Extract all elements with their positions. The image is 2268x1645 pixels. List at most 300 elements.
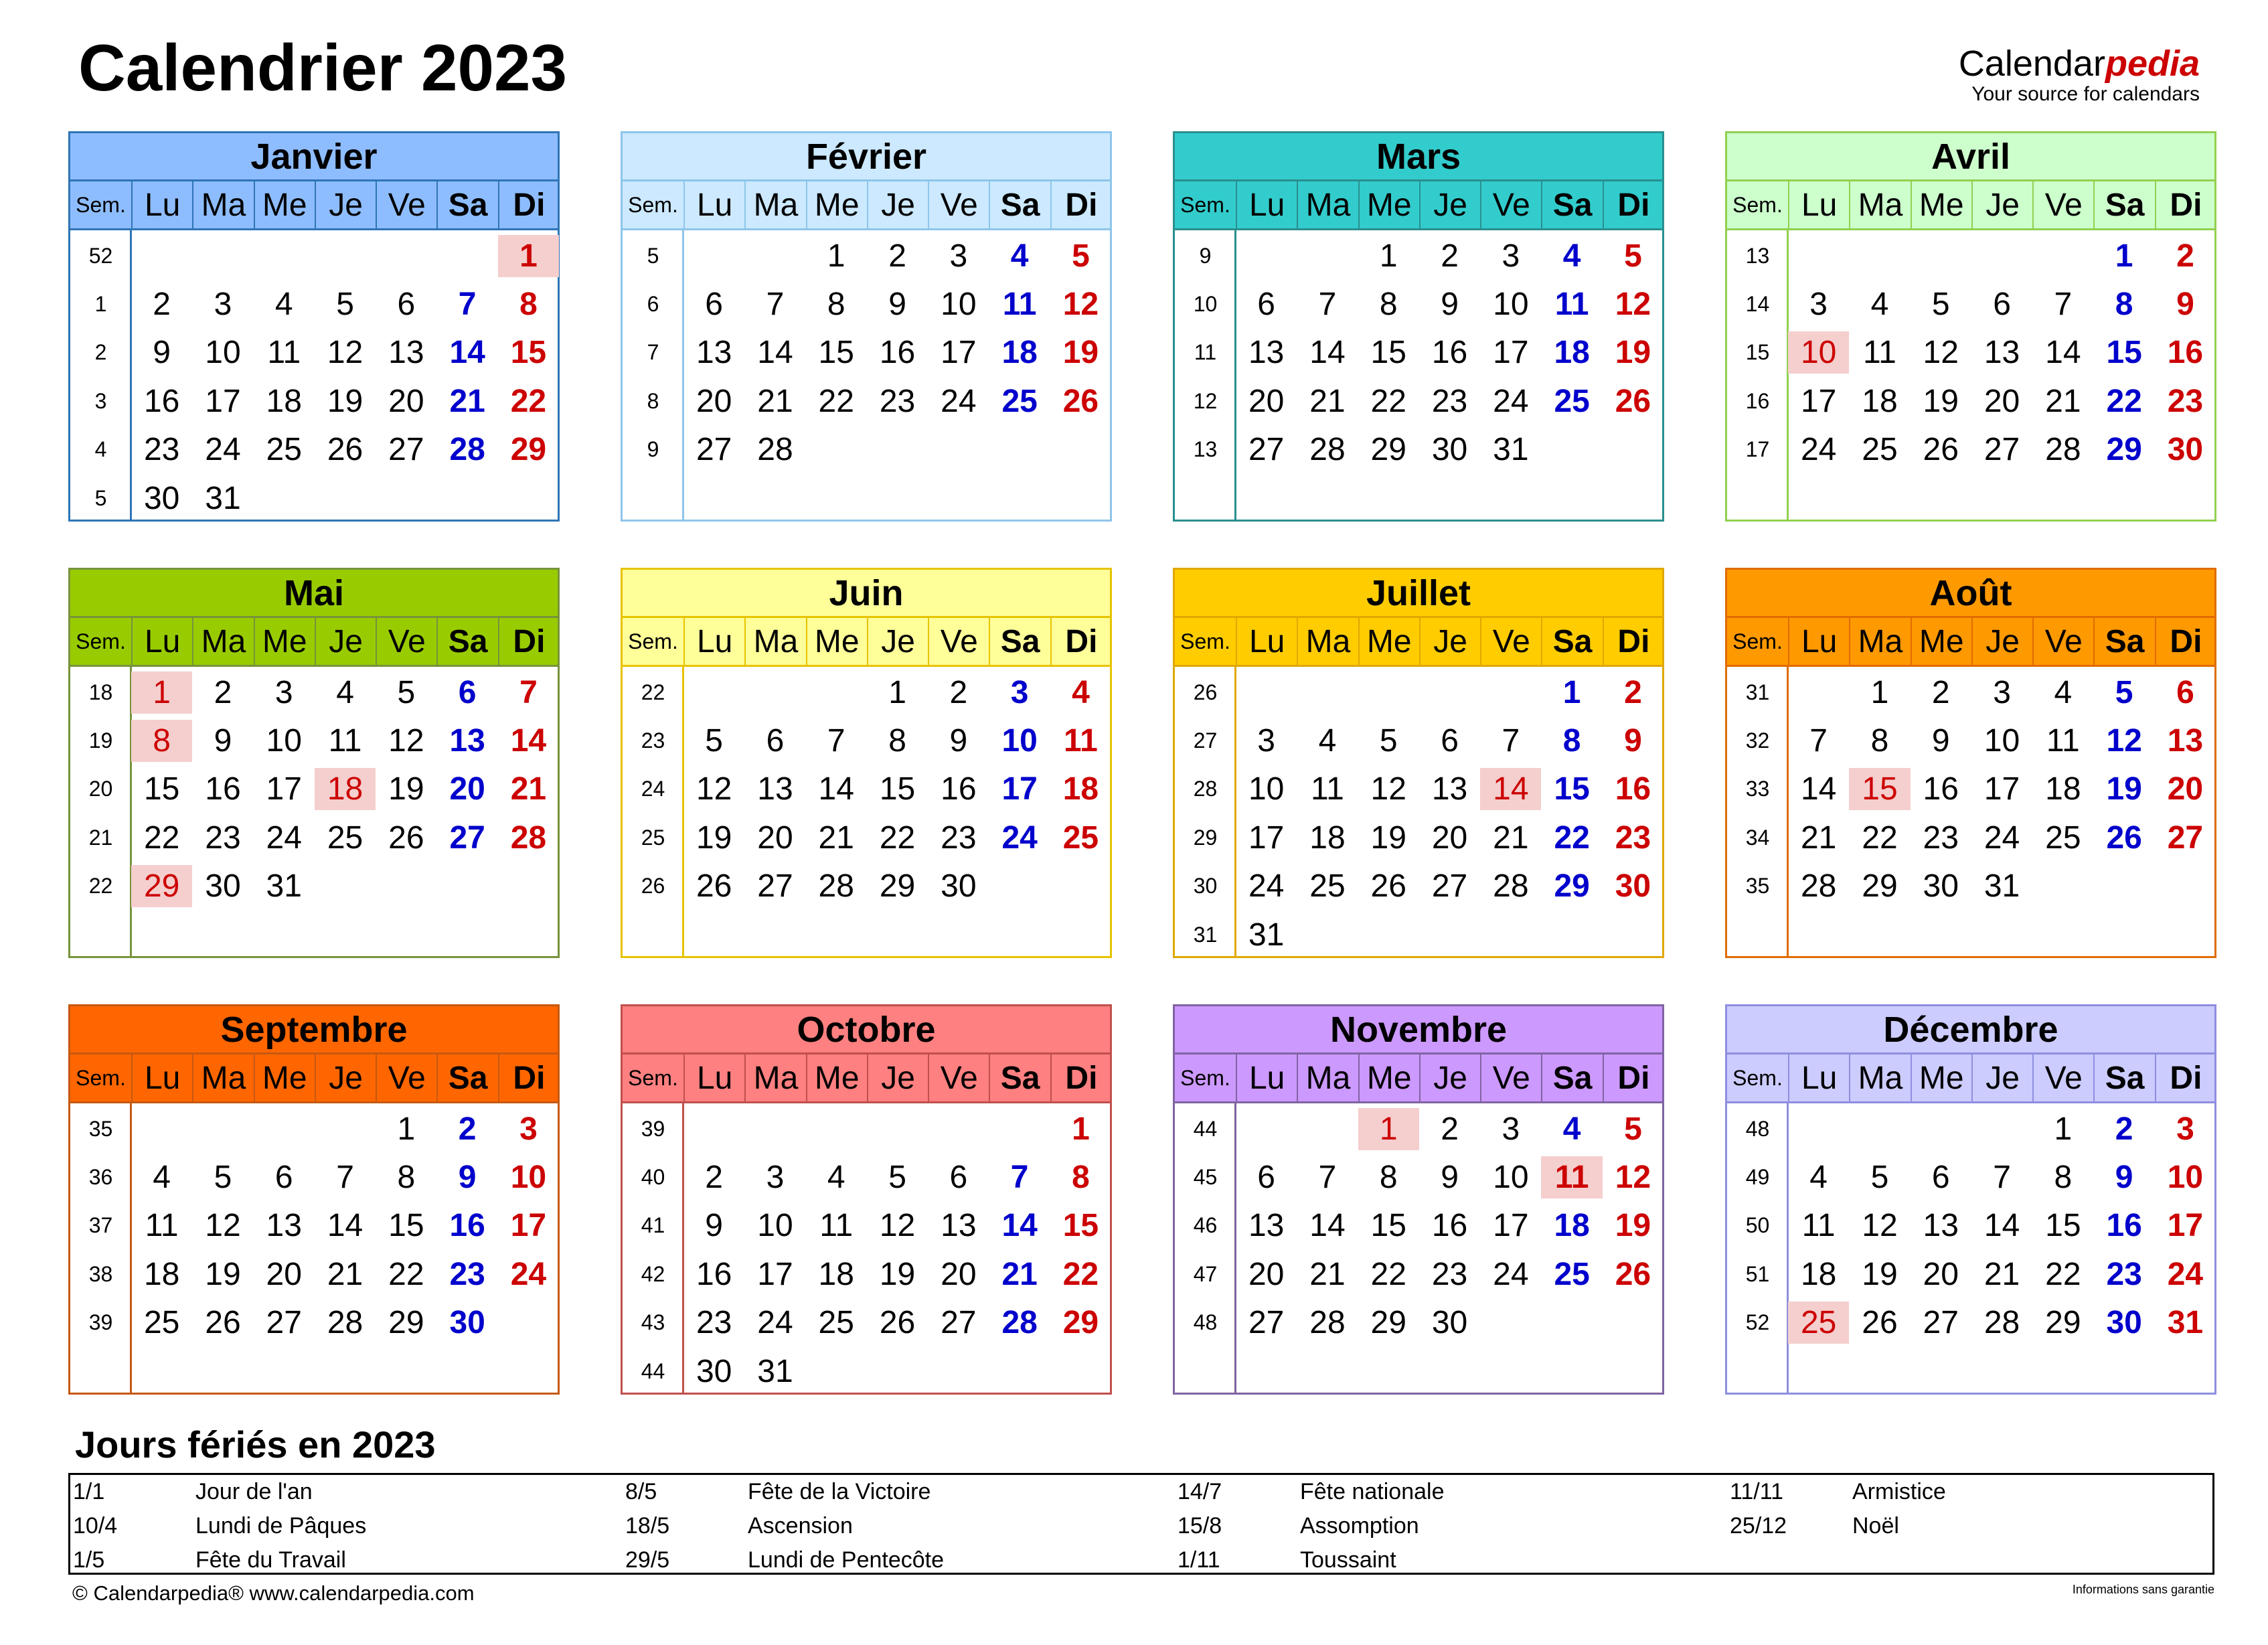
day-cell: 20 [2167, 771, 2204, 807]
day-cell: 11 [2046, 722, 2080, 759]
day-cell: 19 [1615, 335, 1651, 371]
empty-day-cell [1480, 1302, 1541, 1344]
day-cell: 22 [1862, 819, 1898, 856]
empty-day-cell [192, 1108, 253, 1150]
empty-day-cell [2155, 865, 2216, 907]
week-row [623, 280, 1110, 328]
empty-day-cell [436, 477, 497, 520]
day-cell: 21 [1493, 819, 1529, 856]
day-cell: 30 [1431, 432, 1468, 468]
weekday-header [623, 1054, 1110, 1103]
day-cell: 26 [1370, 868, 1406, 905]
week-number: 7 [647, 340, 659, 365]
week-number: 35 [88, 1116, 113, 1141]
day-cell: 12 [1862, 1208, 1898, 1244]
empty-day-cell [498, 865, 559, 907]
empty-day-cell [1419, 914, 1480, 956]
holiday-date: 11/11 [1730, 1479, 1784, 1504]
day-cell: 20 [388, 383, 424, 419]
week-number: 45 [1193, 1164, 1218, 1189]
day-cell: 29 [131, 865, 192, 907]
day-cell: 17 [941, 335, 977, 371]
holiday-name: Lundi de Pentecôte [748, 1547, 945, 1573]
week-number: 29 [1193, 825, 1218, 850]
week-number: 28 [1193, 777, 1218, 801]
week-row [623, 1299, 1110, 1347]
brand-logo[interactable] [1959, 46, 2200, 104]
weekday-label: Je [1419, 1054, 1480, 1101]
day-cell: 6 [1993, 286, 2011, 322]
week-number: 20 [88, 777, 113, 801]
weekday-label: Me [1911, 181, 1971, 228]
day-cell: 23 [143, 432, 180, 468]
day-cell: 25 [818, 1305, 854, 1341]
weekday-header [1175, 1054, 1662, 1103]
empty-day-cell [315, 235, 376, 277]
week-number: 52 [88, 243, 113, 268]
day-cell: 17 [1800, 383, 1837, 419]
week-label: Sem. [628, 1065, 678, 1090]
weekday-label: Lu [683, 618, 744, 665]
day-cell: 5 [888, 1159, 906, 1195]
week-row [1175, 1105, 1662, 1153]
week-row [1727, 1105, 2214, 1153]
weekday-header [1727, 618, 2214, 667]
weekday-label: Ma [1849, 618, 1910, 665]
week-row [623, 232, 1110, 280]
day-cell: 28 [327, 1305, 363, 1341]
day-cell: 26 [327, 432, 363, 468]
week-label: Sem. [1180, 629, 1230, 653]
day-cell: 20 [1983, 383, 2020, 419]
day-cell: 18 [1554, 1208, 1590, 1244]
day-cell: 20 [941, 1256, 977, 1292]
footer-note: Informations sans garantie [2072, 1583, 2214, 1596]
weekday-label: Me [1911, 1054, 1971, 1101]
holiday-name: Jour de l'an [195, 1479, 313, 1504]
day-cell: 31 [1493, 432, 1529, 468]
month-days [1727, 230, 2214, 520]
day-cell: 2 [153, 286, 171, 322]
day-cell: 7 [458, 286, 477, 322]
empty-day-cell [498, 1302, 559, 1344]
day-cell: 23 [2106, 1256, 2142, 1292]
week-row [623, 668, 1110, 716]
empty-day-cell [1541, 914, 1602, 956]
weekday-label: Je [1971, 618, 2032, 665]
day-cell: 15 [1554, 771, 1590, 807]
week-label: Sem. [1732, 629, 1783, 653]
day-cell: 17 [266, 771, 302, 807]
day-cell: 7 [1993, 1159, 2011, 1195]
day-cell: 5 [1931, 286, 1950, 322]
day-cell: 21 [449, 383, 485, 419]
day-cell: 19 [327, 383, 363, 419]
week-row [623, 1347, 1110, 1395]
empty-day-cell [1358, 914, 1419, 956]
weekday-header [1727, 1054, 2214, 1103]
day-cell: 8 [827, 286, 845, 322]
weekday-label: Ve [1480, 181, 1541, 228]
day-cell: 21 [1001, 1256, 1038, 1292]
holiday-name: Ascension [748, 1513, 853, 1539]
day-cell: 18 [2045, 771, 2081, 807]
day-cell: 22 [2106, 383, 2142, 419]
day-cell: 11 [1801, 1208, 1836, 1244]
week-row [1175, 232, 1662, 280]
holidays-title: Jours fériés en 2023 [75, 1423, 436, 1466]
day-cell: 26 [1615, 1256, 1651, 1292]
holiday-date: 1/1 [73, 1479, 105, 1504]
day-cell: 5 [2115, 674, 2133, 710]
week-number: 49 [1745, 1164, 1770, 1189]
empty-day-cell [1911, 1108, 1971, 1150]
day-cell: 17 [1493, 335, 1529, 371]
day-cell: 22 [1370, 383, 1406, 419]
day-cell: 18 [315, 768, 376, 810]
day-cell: 16 [2167, 335, 2204, 371]
day-cell: 24 [1800, 432, 1837, 468]
month-name: Février [623, 133, 1110, 181]
day-cell: 30 [143, 480, 180, 516]
week-label: Sem. [1180, 1065, 1230, 1090]
day-cell: 5 [1072, 238, 1090, 274]
holiday-date: 8/5 [625, 1479, 657, 1504]
day-cell: 7 [766, 286, 785, 322]
day-cell: 23 [1923, 819, 1959, 856]
week-row [1175, 377, 1662, 425]
holiday-date: 1/11 [1178, 1547, 1220, 1573]
empty-day-cell [806, 428, 867, 471]
day-cell: 8 [2115, 286, 2133, 322]
day-cell: 13 [1248, 1208, 1285, 1244]
empty-day-cell [1358, 672, 1419, 714]
day-cell: 16 [879, 335, 916, 371]
day-cell: 16 [1431, 335, 1468, 371]
day-cell: 2 [1624, 674, 1642, 710]
day-cell: 12 [1062, 286, 1099, 322]
day-cell: 6 [1441, 722, 1459, 759]
day-cell: 21 [1309, 383, 1346, 419]
day-cell: 18 [1800, 1256, 1837, 1292]
day-cell: 2 [458, 1111, 477, 1147]
week-number: 15 [1745, 340, 1770, 365]
day-cell: 29 [1062, 1305, 1099, 1341]
day-cell: 24 [1493, 383, 1529, 419]
month-days [623, 667, 1110, 956]
empty-day-cell [315, 865, 376, 907]
week-number: 43 [641, 1310, 665, 1335]
day-cell: 12 [1923, 335, 1959, 371]
day-cell: 23 [449, 1256, 485, 1292]
day-cell: 3 [274, 674, 293, 710]
week-row [623, 1105, 1110, 1153]
day-cell: 27 [1983, 432, 2020, 468]
day-cell: 8 [397, 1159, 416, 1195]
day-cell: 21 [1309, 1256, 1346, 1292]
month-3 [1725, 131, 2216, 522]
empty-day-cell [1788, 672, 1849, 714]
day-cell: 25 [143, 1305, 180, 1341]
day-cell: 31 [1248, 917, 1285, 953]
day-cell: 10 [757, 1208, 793, 1244]
day-cell: 10 [1788, 331, 1849, 374]
week-number: 41 [641, 1213, 665, 1238]
week-number: 16 [1745, 388, 1770, 413]
day-cell: 4 [1809, 1159, 1828, 1195]
day-cell: 16 [143, 383, 180, 419]
empty-day-cell [1788, 235, 1849, 277]
weekday-label: Di [1603, 1054, 1664, 1101]
week-label: Sem. [76, 629, 126, 653]
day-cell: 26 [205, 1305, 241, 1341]
day-cell: 17 [510, 1208, 547, 1244]
day-cell: 31 [266, 868, 302, 905]
weekday-label: Ve [376, 618, 436, 665]
month-1 [621, 131, 1112, 522]
day-cell: 2 [2176, 238, 2194, 274]
week-label: Sem. [628, 629, 678, 653]
holiday-row [70, 1509, 2212, 1543]
holiday-name: Fête du Travail [195, 1547, 346, 1573]
week-label: Sem. [76, 1065, 126, 1090]
day-cell: 9 [888, 286, 906, 322]
empty-day-cell [254, 477, 315, 520]
week-number: 8 [647, 388, 659, 413]
week-row [70, 329, 558, 377]
month-days [70, 667, 558, 956]
day-cell: 18 [1554, 335, 1590, 371]
day-cell: 10 [1248, 771, 1285, 807]
weekday-header [623, 181, 1110, 230]
empty-day-cell [1050, 865, 1111, 907]
weekday-label: Ma [1297, 1054, 1358, 1101]
week-row [623, 862, 1110, 911]
weekday-label: Lu [131, 618, 192, 665]
day-cell: 25 [1309, 868, 1346, 905]
weekday-label: Ve [2032, 618, 2093, 665]
weekday-label: Je [315, 1054, 376, 1101]
month-days [1175, 667, 1662, 956]
weekday-label: Ma [744, 181, 805, 228]
day-cell: 9 [153, 335, 171, 371]
day-cell: 3 [1502, 1111, 1520, 1147]
day-cell: 20 [449, 771, 485, 807]
day-cell: 10 [510, 1159, 547, 1195]
day-cell: 17 [1983, 771, 2020, 807]
day-cell: 14 [510, 722, 547, 759]
weekday-label: Ve [928, 618, 989, 665]
holiday-date: 14/7 [1178, 1479, 1222, 1504]
day-cell: 14 [1001, 1208, 1038, 1244]
day-cell: 14 [757, 335, 793, 371]
day-cell: 12 [205, 1208, 241, 1244]
week-row [1727, 377, 2214, 425]
empty-day-cell [376, 477, 436, 520]
week-number: 33 [1745, 777, 1770, 801]
day-cell: 22 [1554, 819, 1590, 856]
day-cell: 22 [510, 383, 547, 419]
empty-day-cell [1236, 1108, 1297, 1150]
day-cell: 4 [1010, 238, 1029, 274]
week-number: 11 [1194, 340, 1217, 365]
day-cell: 19 [879, 1256, 916, 1292]
weekday-label: Me [254, 618, 315, 665]
week-row [1175, 862, 1662, 911]
day-cell: 11 [328, 722, 362, 759]
day-cell: 3 [1502, 238, 1520, 274]
week-row [1175, 1153, 1662, 1201]
page-title: Calendrier 2023 [78, 31, 567, 104]
week-row [70, 1202, 558, 1250]
empty-day-cell [1541, 428, 1602, 471]
month-2 [1173, 131, 1664, 522]
empty-day-cell [806, 1350, 867, 1393]
weekday-label: Lu [683, 181, 744, 228]
week-number: 21 [88, 825, 113, 850]
week-number: 50 [1745, 1213, 1770, 1238]
month-name: Octobre [623, 1006, 1110, 1054]
day-cell: 6 [705, 286, 723, 322]
empty-day-cell [989, 1350, 1050, 1393]
weekday-label: Je [867, 618, 928, 665]
weekday-label: Ve [1480, 1054, 1541, 1101]
week-row [70, 716, 558, 765]
day-cell: 13 [2167, 722, 2204, 759]
empty-day-cell [806, 672, 867, 714]
empty-day-cell [376, 235, 436, 277]
day-cell: 12 [696, 771, 732, 807]
empty-day-cell [683, 672, 744, 714]
day-cell: 25 [1062, 819, 1099, 856]
empty-day-cell [1050, 1350, 1111, 1393]
week-row [1727, 426, 2214, 474]
week-number: 2 [94, 340, 107, 365]
weekday-header [623, 618, 1110, 667]
day-cell: 9 [458, 1159, 477, 1195]
empty-day-cell [436, 865, 497, 907]
day-cell: 12 [1615, 286, 1651, 322]
weekday-label: Lu [1236, 181, 1297, 228]
week-row [70, 426, 558, 474]
week-row [70, 280, 558, 328]
day-cell: 8 [1870, 722, 1889, 759]
day-cell: 3 [1257, 722, 1275, 759]
day-cell: 25 [266, 432, 302, 468]
day-cell: 23 [2167, 383, 2204, 419]
day-cell: 9 [1441, 286, 1459, 322]
day-cell: 12 [879, 1208, 916, 1244]
day-cell: 9 [2176, 286, 2194, 322]
day-cell: 4 [1072, 674, 1090, 710]
day-cell: 28 [1309, 432, 1346, 468]
day-cell: 28 [1983, 1305, 2020, 1341]
day-cell: 20 [757, 819, 793, 856]
day-cell: 11 [1863, 335, 1896, 371]
day-cell: 10 [1983, 722, 2020, 759]
weekday-label: Sa [1541, 618, 1602, 665]
brand-name: Calendarpedia [1958, 44, 2200, 84]
week-number: 40 [641, 1164, 665, 1189]
weekday-label: Lu [1788, 1054, 1849, 1101]
week-row [1175, 716, 1662, 765]
week-number: 46 [1193, 1213, 1218, 1238]
day-cell: 6 [1931, 1159, 1950, 1195]
day-cell: 5 [397, 674, 416, 710]
weekday-label: Me [1358, 1054, 1419, 1101]
week-number: 39 [641, 1116, 665, 1141]
day-cell: 27 [1248, 1305, 1285, 1341]
day-cell: 25 [1788, 1302, 1849, 1344]
week-row [1727, 813, 2214, 862]
empty-day-cell [1297, 672, 1358, 714]
empty-day-cell [867, 1350, 928, 1393]
day-cell: 13 [941, 1208, 977, 1244]
weekday-label: Je [1419, 618, 1480, 665]
day-cell: 14 [1309, 1208, 1346, 1244]
weekday-label: Me [1911, 618, 1971, 665]
day-cell: 28 [1309, 1305, 1346, 1341]
week-number: 13 [1745, 243, 1770, 268]
day-cell: 28 [1001, 1305, 1038, 1341]
day-cell: 29 [879, 868, 916, 905]
day-cell: 27 [266, 1305, 302, 1341]
weekday-label: Ma [744, 618, 805, 665]
week-number: 14 [1745, 291, 1770, 316]
week-row [70, 1105, 558, 1153]
day-cell: 20 [1431, 819, 1468, 856]
day-cell: 9 [1931, 722, 1950, 759]
day-cell: 14 [327, 1208, 363, 1244]
week-label: Sem. [628, 192, 678, 217]
day-cell: 16 [1431, 1208, 1468, 1244]
weekday-label: Sa [989, 181, 1050, 228]
weekday-label: Di [1050, 618, 1111, 665]
weekday-label: Ve [376, 1054, 436, 1101]
day-cell: 15 [388, 1208, 424, 1244]
day-cell: 4 [1562, 238, 1581, 274]
holiday-date: 1/5 [73, 1547, 105, 1573]
footer-copyright: © Calendarpedia® www.calendarpedia.com [72, 1581, 475, 1605]
day-cell: 18 [1862, 383, 1898, 419]
holiday-date: 25/12 [1730, 1513, 1787, 1539]
day-cell: 1 [1870, 674, 1889, 710]
week-number: 6 [647, 291, 659, 316]
day-cell: 1 [1358, 1108, 1419, 1150]
day-cell: 4 [1870, 286, 1889, 322]
month-11 [1725, 1004, 2216, 1395]
week-number: 32 [1745, 728, 1770, 753]
empty-day-cell [131, 1108, 192, 1150]
day-cell: 18 [1309, 819, 1346, 856]
week-row [1727, 329, 2214, 377]
month-4 [68, 568, 560, 958]
empty-day-cell [1236, 235, 1297, 277]
day-cell: 30 [1431, 1305, 1468, 1341]
day-cell: 13 [1431, 771, 1468, 807]
empty-day-cell [254, 235, 315, 277]
day-cell: 29 [1370, 432, 1406, 468]
month-days [623, 1103, 1110, 1393]
weekday-label: Je [867, 181, 928, 228]
weekday-label: Di [2155, 181, 2216, 228]
month-days [1175, 1103, 1662, 1393]
holiday-name: Assomption [1300, 1513, 1419, 1539]
weekday-label: Sa [2093, 1054, 2154, 1101]
day-cell: 28 [757, 432, 793, 468]
weekday-label: Di [1050, 1054, 1111, 1101]
month-name: Juin [623, 570, 1110, 618]
